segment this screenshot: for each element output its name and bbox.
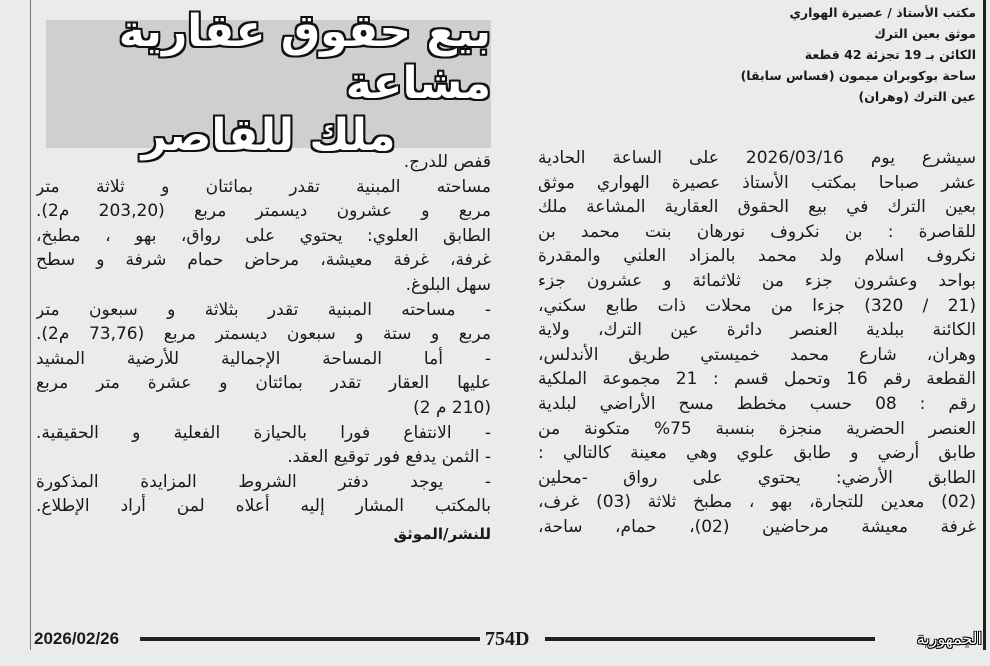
body-line: رقم : 08 حسب مخطط مسح الأراضي لبلدية [538,393,976,414]
signature: للنشر/الموثق [393,524,491,543]
headline-box [46,6,491,161]
left-text-column [36,150,491,547]
body-line: قفص للدرج. [403,152,491,172]
body-line: الطابق العلوي: يحتوي على رواق، بهو ، مطبخ، [36,225,491,246]
body-line: العنصر الحضرية منجزة بنسبة 75% متكونة من [538,418,976,439]
footer-rule-left [140,637,480,641]
body-line: (210 م 2) [413,397,491,418]
body-line: سيشرع يوم 2026/03/16 على الساعة الحادية [538,148,976,168]
body-line: - يوجد دفتر الشروط المزايدة المذكورة [36,471,491,492]
body-line: مربع و عشرون ديسمتر مربع (203,20 م2). [36,201,491,222]
body-line: بالمكتب المشار إليه أعلاه لمن أراد الإطلاع. [36,496,491,517]
body-line: الكائنة ببلدية العنصر دائرة عين الترك، ولاية [538,320,976,341]
office-line: عين الترك (وهران) [858,89,976,104]
body-line: القطعة رقم 16 وتحمل قسم : 21 مجموعة الملكية [538,369,976,390]
office-line: مكتب الأستاذ / عصيرة الهواري [789,5,976,20]
ad-code: 754D [485,628,530,650]
body-line: مساحته المبنية تقدر بمائتان و ثلاثة متر [36,176,491,197]
body-line: - أما المساحة الإجمالية للأرضية المشيد [36,348,491,369]
right-text-column [538,146,976,540]
body-line: للقاصرة : بن نكروف نورهان بنت محمد بن [538,221,976,242]
body-line: (02) معدين للتجارة، بهو ، مطبخ ثلاثة (03) غرف، [538,492,976,513]
body-line: بواحد وعشرون جزء من ثلاثمائة و عشرون جزء [538,270,976,291]
office-line: الكائن بـ 19 تجزئة 42 قطعة [804,47,976,62]
body-line: (21 / 320) جزءا من محلات ذات طابع سكني، [538,295,976,316]
headline-line-2: ملك للقاصر [141,110,396,161]
body-line: عشر صباحا بمكتب الأستاذ عصيرة الهواري موثق [538,172,976,193]
headline-line-1: بيع حقوق عقارية مشاعة [118,6,491,109]
body-line: - الانتفاع فورا بالحيازة الفعلية و الحقيقية. [36,422,491,443]
body-line: مربع و ستة و سبعون ديسمتر مربع (73,76 م2). [36,324,491,345]
newspaper-logo: الجمهورية [916,629,982,648]
publication-date: 2026/02/26 [34,629,120,648]
body-line: غرفة، غرفة معيشة، مرحاض حمام شرفة و سطح [36,250,491,271]
body-line: سهل البلوغ. [405,274,491,295]
body-line: وهران، شارع محمد خميستي طريق الأندلس، [538,344,976,365]
body-line: - مساحته المبنية تقدر بثلاثة و سبعون متر [36,299,491,320]
office-line: ساحة بوكوبران ميمون (فساس سابقا) [740,68,976,83]
notary-office-header [706,2,976,107]
body-line: الطابق الأرضي: يحتوي على رواق -محلين [538,467,976,488]
body-line: نكروف اسلام ولد محمد بالمزاد العلني والمقدرة [538,246,976,267]
body-line: - الثمن يدفع فور توقيع العقد. [287,447,491,468]
footer-rule-right [545,637,875,641]
body-line: بعين الترك في بيع الحقوق العقارية المشاعة ملك [538,197,976,218]
body-line: طابق أرضي و طابق علوي وهي معينة كالتالي : [538,443,976,464]
right-border-rule [983,0,986,650]
body-line: غرفة معيشة مرحاضين (02)، حمام، ساحة، [538,516,976,537]
footer-bar [30,626,986,652]
office-line: موثق بعين الترك [874,26,976,41]
body-line: عليها العقار تقدر بمائتان و عشرة متر مربع [36,373,491,394]
left-border-rule [30,0,31,650]
